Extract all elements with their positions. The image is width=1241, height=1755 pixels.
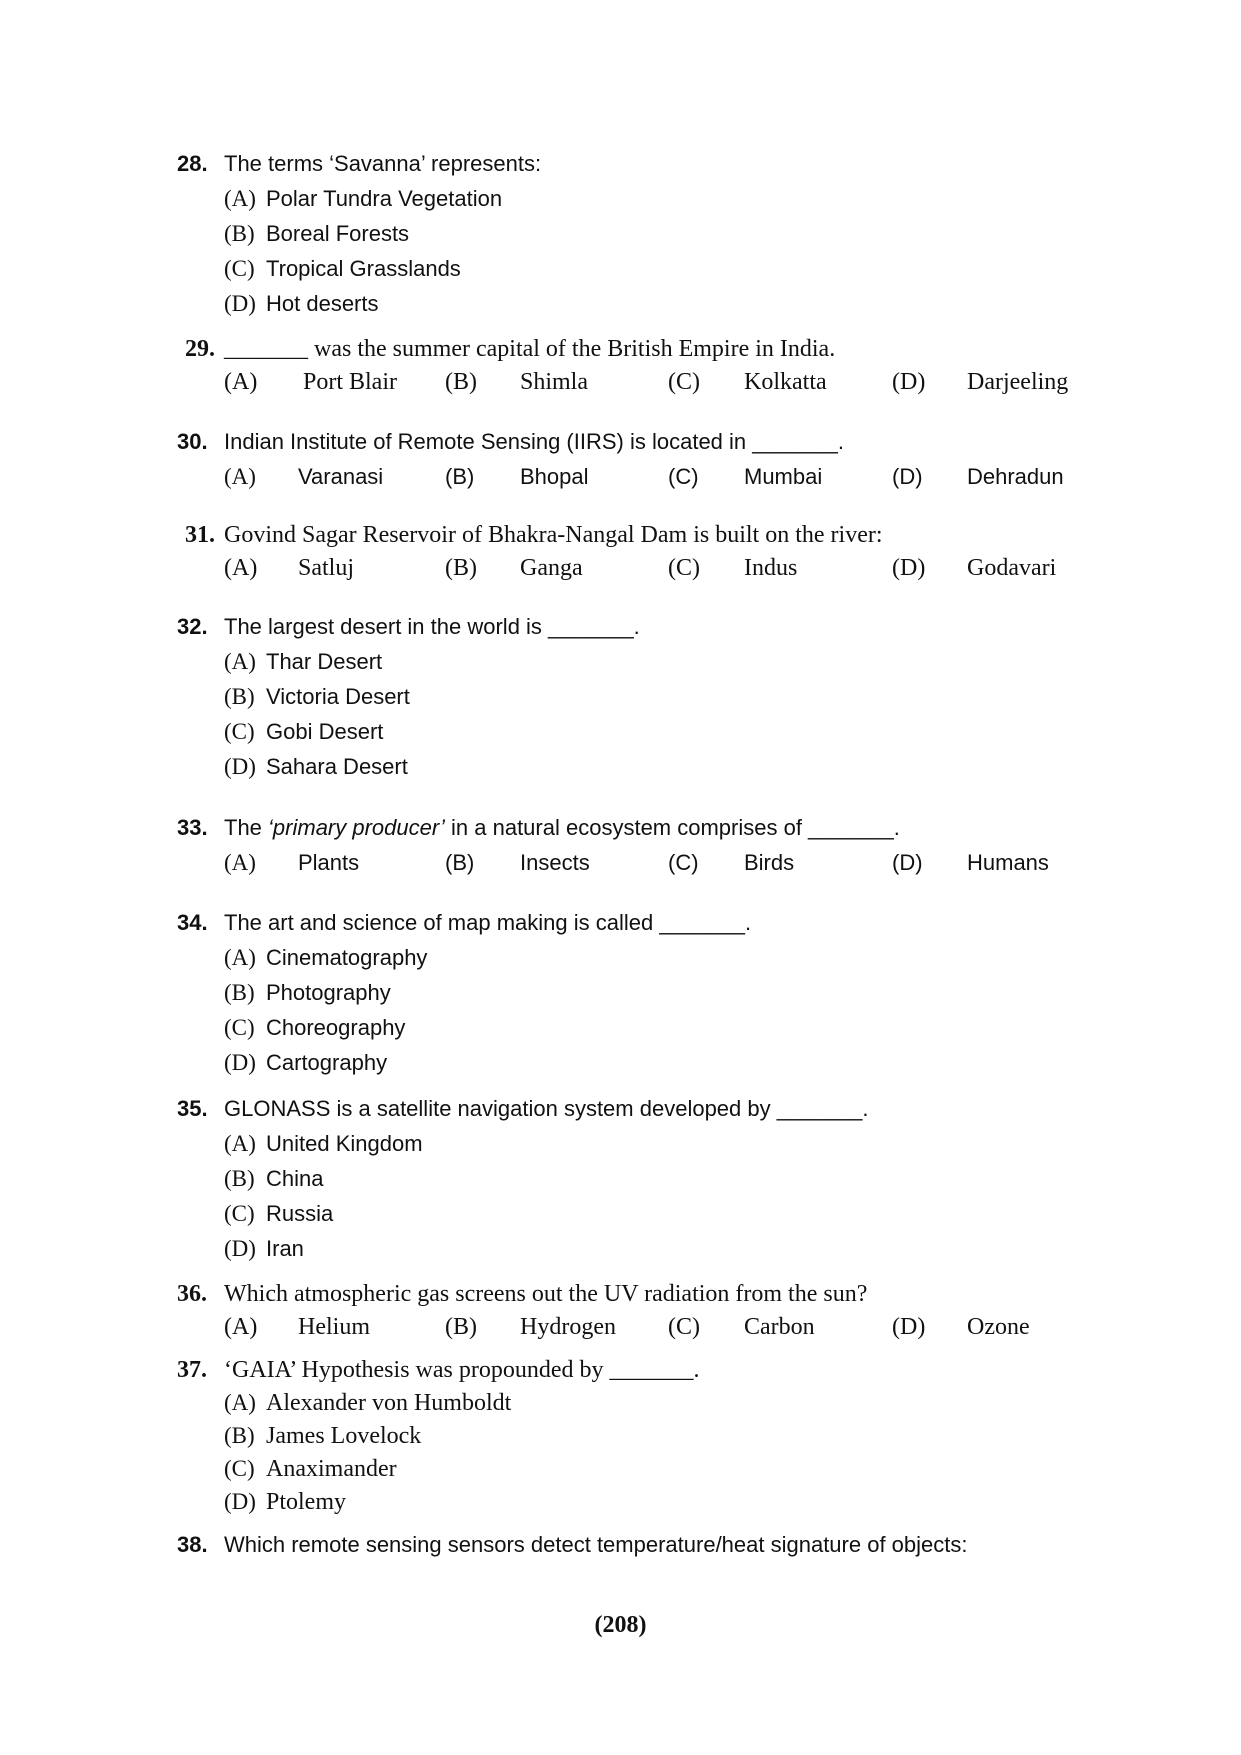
option-a-text: Varanasi: [298, 464, 384, 489]
option-b-text: Insects: [520, 850, 590, 875]
question-number: 38.: [177, 1532, 208, 1557]
option-a-text: Helium: [298, 1314, 370, 1340]
option-a-letter: (A): [224, 464, 256, 489]
question-stem: Which remote sensing sensors detect temperature/heat signature of objects:: [224, 1532, 968, 1557]
option-b-letter: (B): [445, 464, 475, 489]
option-c-letter: (C): [668, 369, 700, 395]
question-stem: Govind Sagar Reservoir of Bhakra-Nangal Dam is built on the river:: [224, 522, 883, 548]
question-number: 34.: [177, 910, 208, 935]
question-number: 30.: [177, 429, 208, 454]
question-number: 37.: [177, 1357, 207, 1383]
option-d: (D) Iran: [224, 1236, 304, 1261]
question-number: 29.: [185, 336, 215, 362]
option-b: (B) Victoria Desert: [224, 684, 410, 709]
option-c-text: Kolkatta: [744, 369, 827, 395]
question-number: 36.: [177, 1281, 207, 1307]
option-a-text: Port Blair: [303, 369, 397, 395]
option-a-letter: (A): [224, 555, 258, 581]
option-b-text: Ganga: [520, 555, 583, 581]
option-b: (B) James Lovelock: [224, 1423, 422, 1449]
option-c-text: Mumbai: [744, 464, 823, 489]
option-d-letter: (D): [892, 555, 926, 581]
option-a-letter: (A): [224, 1314, 258, 1340]
option-c-letter: (C): [668, 850, 699, 875]
question-stem: The terms ‘Savanna’ represents:: [224, 151, 542, 176]
option-d-letter: (D): [892, 369, 926, 395]
option-d-text: Darjeeling: [967, 369, 1069, 395]
option-a-letter: (A): [224, 369, 258, 395]
question-stem: GLONASS is a satellite navigation system developed by _______.: [224, 1096, 869, 1121]
option-b-letter: (B): [445, 850, 475, 875]
option-c-text: Indus: [744, 555, 798, 581]
option-a: (A) Polar Tundra Vegetation: [224, 186, 503, 211]
option-c-letter: (C): [668, 1314, 700, 1340]
question-number: 31.: [185, 522, 215, 548]
option-d-letter: (D): [892, 850, 923, 875]
question-stem: Indian Institute of Remote Sensing (IIRS) is located in _______.: [224, 429, 845, 454]
option-d: (D) Hot deserts: [224, 291, 379, 316]
option-c: (C) Choreography: [224, 1015, 406, 1040]
option-c: (C) Anaximander: [224, 1456, 397, 1482]
option-b: (B) China: [224, 1166, 324, 1191]
option-a-letter: (A): [224, 850, 256, 875]
option-d-text: Dehradun: [967, 464, 1064, 489]
option-b-letter: (B): [445, 369, 477, 395]
option-c: (C) Gobi Desert: [224, 719, 384, 744]
option-d-text: Godavari: [967, 555, 1057, 581]
option-d-letter: (D): [892, 1314, 926, 1340]
option-b-letter: (B): [445, 1314, 477, 1340]
option-a: (A) United Kingdom: [224, 1131, 423, 1156]
option-c-letter: (C): [668, 555, 700, 581]
question-number: 35.: [177, 1096, 208, 1121]
question-stem: The art and science of map making is called _______.: [224, 910, 752, 935]
option-a: (A) Cinematography: [224, 945, 428, 970]
question-stem: The ‘primary producer’ in a natural ecosystem comprises of _______.: [224, 815, 900, 840]
question-number: 33.: [177, 815, 208, 840]
question-stem: ‘GAIA’ Hypothesis was propounded by _______.: [224, 1357, 700, 1383]
option-c-text: Carbon: [744, 1314, 815, 1340]
option-a: (A) Thar Desert: [224, 649, 383, 674]
option-b: (B) Photography: [224, 980, 391, 1005]
option-b-text: Shimla: [520, 369, 589, 395]
option-a: (A) Alexander von Humboldt: [224, 1390, 512, 1416]
option-d-text: Humans: [967, 850, 1049, 875]
question-stem: Which atmospheric gas screens out the UV radiation from the sun?: [224, 1281, 868, 1307]
option-b-text: Hydrogen: [520, 1314, 616, 1340]
question-stem: _______ was the summer capital of the British Empire in India.: [224, 336, 836, 362]
option-d: (D) Cartography: [224, 1050, 388, 1075]
option-b-text: Bhopal: [520, 464, 589, 489]
option-a-text: Satluj: [298, 555, 355, 581]
option-c-letter: (C): [668, 464, 699, 489]
option-d-text: Ozone: [967, 1314, 1030, 1340]
option-d: (D) Sahara Desert: [224, 754, 408, 779]
option-b: (B) Boreal Forests: [224, 221, 410, 246]
option-d: (D) Ptolemy: [224, 1489, 347, 1515]
question-number: 32.: [177, 614, 208, 639]
option-d-letter: (D): [892, 464, 923, 489]
question-number: 28.: [177, 151, 208, 176]
option-c-text: Birds: [744, 850, 795, 875]
option-c: (C) Tropical Grasslands: [224, 256, 461, 281]
option-b-letter: (B): [445, 555, 477, 581]
question-stem: The largest desert in the world is _______.: [224, 614, 640, 639]
page-number: (208): [594, 1612, 647, 1638]
option-c: (C) Russia: [224, 1201, 334, 1226]
option-a-text: Plants: [298, 850, 360, 875]
